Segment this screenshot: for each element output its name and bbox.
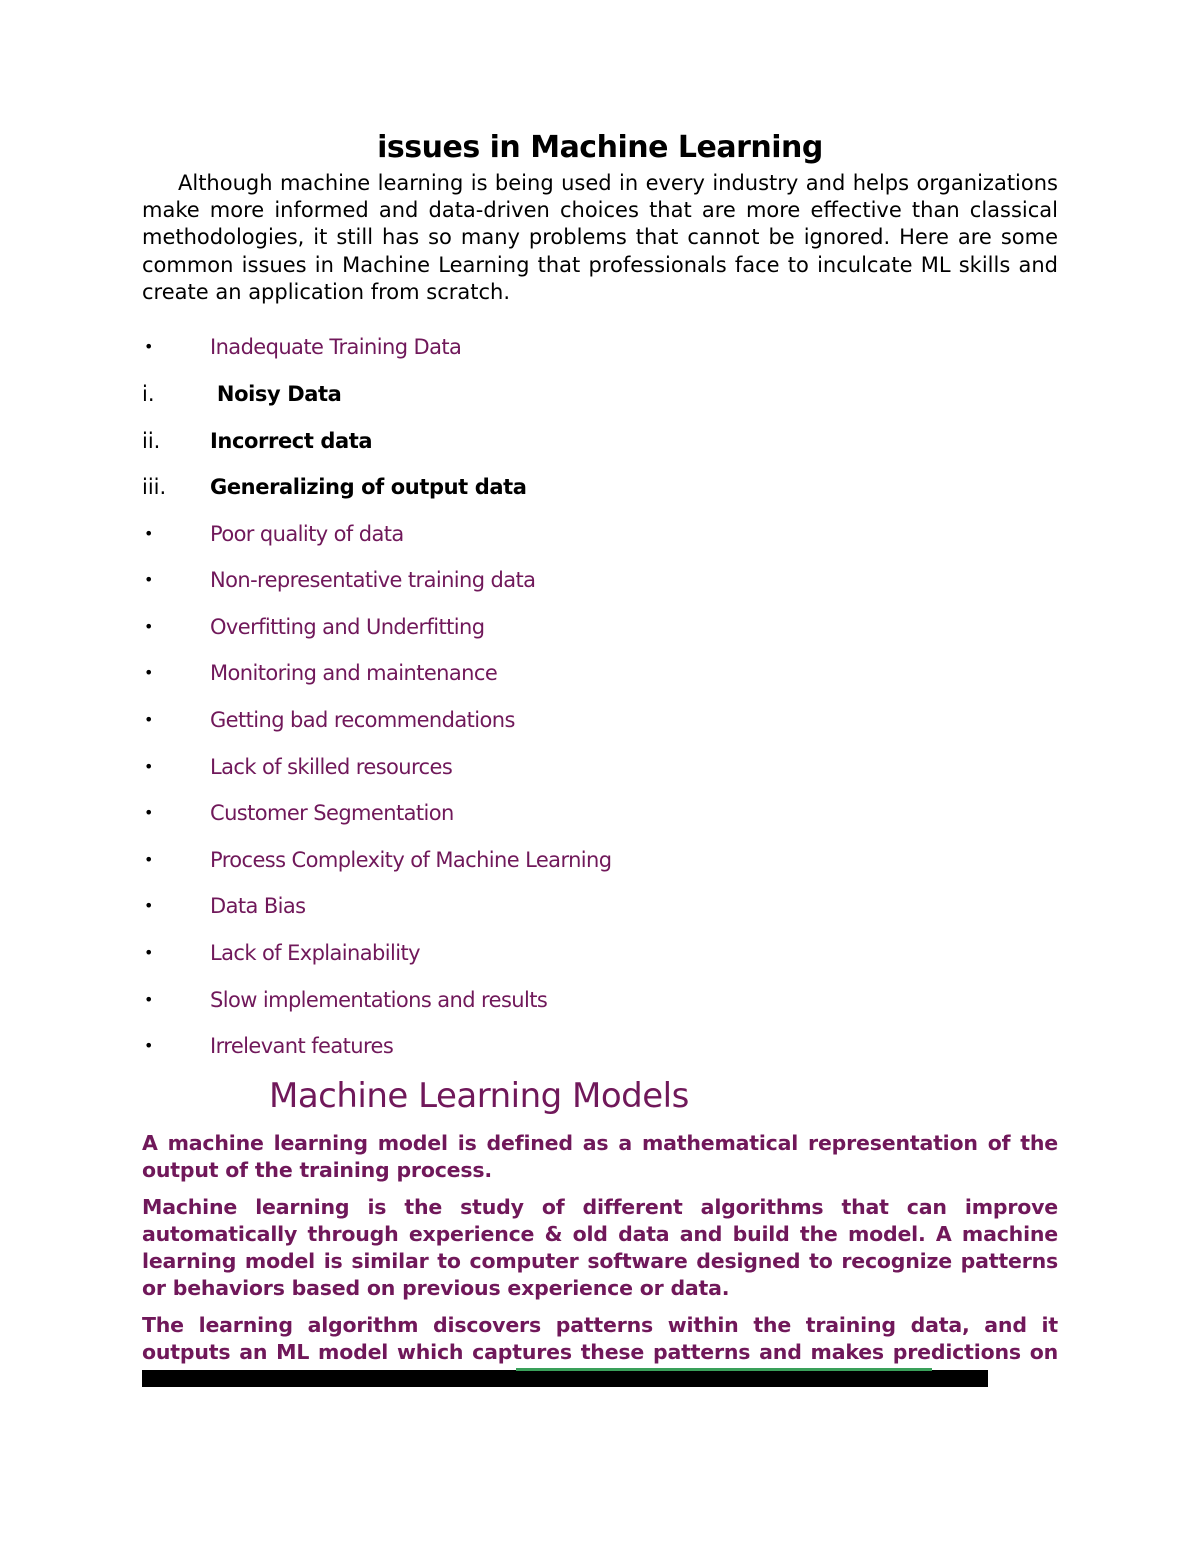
bullet-marker: •	[144, 337, 154, 357]
list-item	[142, 930, 1058, 977]
list-item	[142, 743, 1058, 790]
document-content	[142, 128, 1058, 1393]
list-item	[142, 417, 1058, 464]
intro-paragraph: Although machine learning is being used in every industry and helps organizations make more informed and data-driven choices that are more effective than classical methodologies, it still has so many problems that cannot be ignored. Here are some common issues in Machine Learning that professionals face to inculcate ML skills and create an application from scratch.	[142, 171, 1058, 304]
list-item-text: Getting bad recommendations	[210, 708, 515, 733]
list-item-text: Non-representative training data	[210, 568, 536, 593]
list-item	[142, 883, 1058, 930]
bullet-marker: •	[144, 616, 154, 636]
roman-marker: iii.	[142, 475, 167, 500]
list-item-text: Slow implementations and results	[210, 987, 548, 1012]
roman-marker: i.	[142, 381, 155, 406]
models-heading: Machine Learning Models	[269, 1075, 689, 1116]
issues-list	[142, 324, 1058, 1070]
bullet-marker: •	[144, 943, 154, 963]
list-item-text: Overfitting and Underfitting	[210, 614, 485, 639]
list-item	[142, 604, 1058, 651]
list-item	[142, 324, 1058, 371]
list-item-text: Poor quality of data	[210, 521, 404, 546]
list-item-text: Generalizing of output data	[210, 475, 527, 500]
bullet-marker: •	[144, 663, 154, 683]
bullet-marker: •	[144, 523, 154, 543]
list-item	[142, 510, 1058, 557]
spellcheck-underline	[516, 1368, 932, 1371]
bullet-marker: •	[144, 570, 154, 590]
redaction-bar	[142, 1370, 988, 1387]
list-item	[142, 1023, 1058, 1070]
list-item	[142, 837, 1058, 884]
list-item-text: Process Complexity of Machine Learning	[210, 847, 612, 872]
document-title: issues in Machine Learning	[377, 130, 823, 165]
list-item-text: Lack of skilled resources	[210, 754, 453, 779]
bullet-marker: •	[144, 756, 154, 776]
list-item	[142, 650, 1058, 697]
models-paragraph: Machine learning is the study of different algorithms that can improve automatically through experience & old data and build the model. A machine learning model is similar to computer software designed to recognize patterns or behaviors based on previous experience or data.	[142, 1194, 1058, 1300]
list-item-text: Lack of Explainability	[210, 941, 420, 966]
models-section	[142, 1130, 1058, 1393]
bullet-marker: •	[144, 989, 154, 1009]
list-item	[142, 697, 1058, 744]
roman-marker: ii.	[142, 428, 161, 453]
list-item	[142, 464, 1058, 511]
list-item-text: Data Bias	[210, 894, 306, 919]
list-item-text: Inadequate Training Data	[210, 335, 462, 360]
list-item-text: Irrelevant features	[210, 1034, 394, 1059]
bullet-marker: •	[144, 710, 154, 730]
list-item-text: Incorrect data	[210, 428, 373, 453]
bullet-marker: •	[144, 1036, 154, 1056]
list-item-text: Noisy Data	[210, 381, 342, 406]
list-item-text: Customer Segmentation	[210, 801, 454, 826]
list-item-text: Monitoring and maintenance	[210, 661, 498, 686]
models-paragraph: The learning algorithm discovers patterns within the training data, and it outputs an ML model which captures these patterns and makes predictions on	[142, 1312, 1058, 1364]
bullet-marker: •	[144, 803, 154, 823]
bullet-marker: •	[144, 849, 154, 869]
list-item	[142, 371, 1058, 418]
list-item	[142, 790, 1058, 837]
bullet-marker: •	[144, 896, 154, 916]
models-paragraph: A machine learning model is defined as a mathematical representation of the output of the training process.	[142, 1130, 1058, 1182]
list-item	[142, 557, 1058, 604]
list-item	[142, 976, 1058, 1023]
